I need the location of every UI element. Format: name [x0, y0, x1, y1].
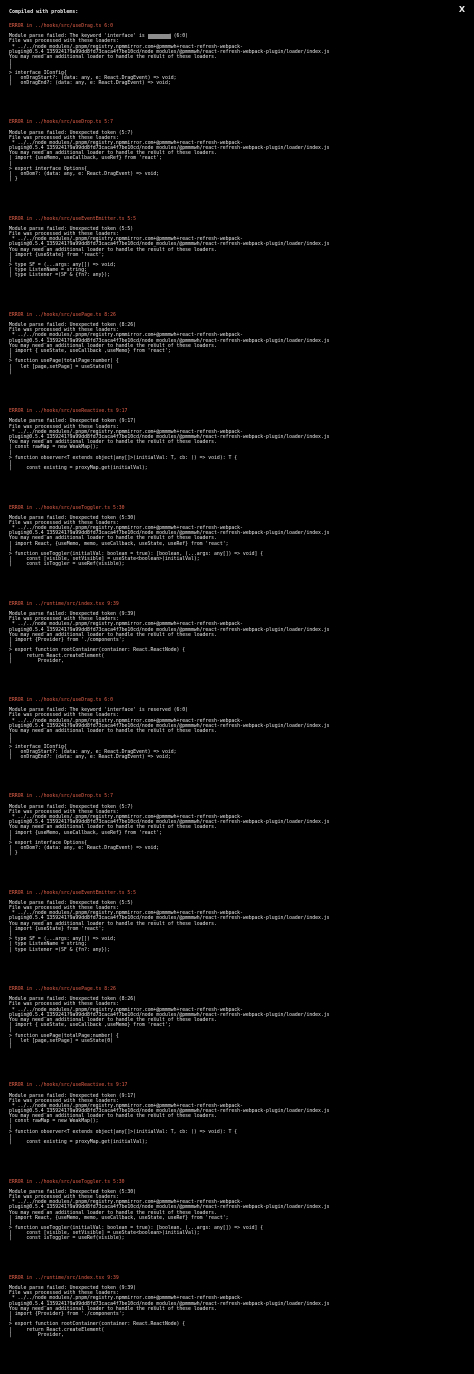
error-block [9, 1180, 330, 1242]
error-title: ERROR in ../hooks/src/useDrag.ts 6:0 [9, 698, 113, 704]
error-line: File was processed with these loaders: [9, 713, 119, 719]
error-line: * ../../node_modules/.pnpm/registry.npmmirror.com+@pmmmwh+react-refresh-webpack- [9, 814, 243, 820]
error-title: ERROR in ../hooks/src/useEventEmitter.ts 5:5 [9, 216, 137, 222]
error-line: > export interface Options{ [9, 840, 87, 846]
error-line: > function useToggler(initialVal: boolean = true): [boolean, (...args: any[]) => void] { [9, 552, 264, 558]
error-line: | onDragStart?: (data: any, e: React.DragEvent) => void; [9, 75, 177, 81]
error-line: Module parse failed: Unexpected token (9:39) [9, 612, 137, 617]
error-line: | [9, 369, 12, 375]
error-line: File was processed with these loaders: [9, 906, 119, 912]
error-line: | Provider, [9, 1332, 64, 1338]
error-block [9, 313, 330, 375]
error-line: > interface IConfig{ [9, 70, 67, 76]
error-line: Module parse failed: The keyword 'interface' is reserved (6:0) [9, 34, 189, 40]
error-line: | const [visible, setVisible] = useState<boolean>(initialVal); [9, 1231, 200, 1237]
error-message [9, 419, 330, 471]
error-line: Module parse failed: Unexpected token (9:17) [9, 419, 137, 425]
error-line: You may need an additional loader to handle the result of these loaders. [9, 247, 217, 253]
text-selection-highlight: reserved [147, 34, 171, 40]
error-line: Module parse failed: Unexpected token (9:39) [9, 1286, 137, 1292]
error-line: | import { useState, useCallback ,useMemo} from 'react'; [9, 1023, 171, 1029]
error-line: Module parse failed: Unexpected token (5:5) [9, 226, 134, 232]
error-line: plugin@0.5.4_1359241?9a99dd8fd73caca4f7be10cd/node_modules/@pmmmwh/react-refresh-webpack-plugin/loader/index.js [9, 338, 330, 344]
error-line: File was processed with these loaders: [9, 1194, 119, 1200]
error-line: | onDom?: (data: any, e: React.DragEvent) => void; [9, 172, 160, 177]
error-line: * ../../node_modules/.pnpm/registry.npmmirror.com+@pmmmwh+react-refresh-webpack- [9, 718, 243, 724]
error-line: | import React, {useMemo, memo, useCallback, useState, useRef} from 'react'; [9, 541, 229, 547]
error-line: > function useToggler(initialVal: boolean = true): [boolean, (...args: any[]) => void] { [9, 1226, 264, 1232]
error-block [9, 120, 330, 182]
error-line: * ../../node_modules/.pnpm/registry.npmmirror.com+@pmmmwh+react-refresh-webpack- [9, 1200, 243, 1206]
error-line: * ../../node_modules/.pnpm/registry.npmmirror.com+@pmmmwh+react-refresh-webpack- [9, 622, 243, 628]
error-message [9, 805, 330, 857]
error-block [9, 409, 330, 471]
error-title: ERROR in ../hooks/src/useReactive.ts 9:17 [9, 1083, 128, 1089]
error-line: > interface IConfig{ [9, 744, 67, 750]
error-line: You may need an additional loader to handle the result of these loaders. [9, 729, 217, 735]
error-title: ERROR in ../hooks/src/useReactive.ts 9:17 [9, 409, 128, 415]
error-line: * ../../node_modules/.pnpm/registry.npmmirror.com+@pmmmwh+react-refresh-webpack- [9, 237, 243, 243]
error-line: * ../../node_modules/.pnpm/registry.npmmirror.com+@pmmmwh+react-refresh-webpack- [9, 333, 243, 339]
error-title: ERROR in ../hooks/src/usePage.ts 8:26 [9, 987, 116, 992]
error-block [9, 506, 330, 568]
error-line: | [9, 460, 12, 466]
error-line: > export function rootContainer(container: React.ReactNode) { [9, 648, 186, 654]
error-block [9, 891, 330, 953]
error-line: | import {useState} from 'react'; [9, 252, 105, 258]
error-line: | [9, 932, 12, 938]
error-line: Module parse failed: Unexpected token (5:7) [9, 130, 134, 136]
error-line: * ../../node_modules/.pnpm/registry.npmmirror.com+@pmmmwh+react-refresh-webpack- [9, 911, 243, 917]
error-line: | Provider, [9, 658, 64, 664]
error-title: ERROR in ../hooks/src/useToggler.ts 5:30 [9, 1179, 125, 1185]
error-line: | [9, 546, 12, 552]
error-line: File was processed with these loaders: [9, 617, 119, 623]
error-line: > export function rootContainer(container: React.ReactNode) { [9, 1322, 186, 1328]
error-line: You may need an additional loader to handle the result of these loaders. [9, 440, 217, 446]
error-block [9, 794, 330, 856]
error-line: > export interface Options{ [9, 166, 87, 172]
error-line: You may need an additional loader to handle the result of these loaders. [9, 536, 217, 542]
error-line: | type Listener =(SF & {fn?: any}); [9, 947, 111, 953]
error-line: File was processed with these loaders: [9, 231, 119, 237]
overlay-title: Compiled with problems: [9, 9, 79, 15]
error-line: | const existing = proxyMap.get(initialVal); [9, 466, 148, 472]
error-line: | [9, 1220, 12, 1226]
error-message [9, 612, 330, 664]
error-title: ERROR in ../hooks/src/usePage.ts 8:26 [9, 312, 116, 318]
error-block [9, 698, 330, 760]
error-line: | const [visible, setVisible] = useState<boolean>(initialVal); [9, 557, 200, 563]
error-title: ERROR in ../hooks/src/useDrag.ts 6:0 [9, 24, 113, 29]
error-line: | import {useState} from 'react'; [9, 926, 105, 932]
error-line: Module parse failed: Unexpected token (5:7) [9, 804, 134, 810]
error-line: plugin@0.5.4_1359241?9a99dd8fd73caca4f7be10cd/node_modules/@pmmmwh/react-refresh-webpack-plugin/loader/index.js [9, 627, 330, 633]
error-line: | [9, 643, 12, 649]
error-line: > function usePage(totalPage:number) { [9, 1033, 119, 1039]
error-line: | onDragStart?: (data: any, e: React.DragEvent) => void; [9, 749, 177, 755]
error-line: Module parse failed: Unexpected token (8:26) [9, 323, 137, 329]
error-line: plugin@0.5.4_1359241?9a99dd8fd73caca4f7be10cd/node_modules/@pmmmwh/react-refresh-webpack-plugin/loader/index.js [9, 1012, 330, 1018]
error-line: | [9, 1135, 12, 1140]
error-message [9, 131, 330, 183]
error-line: > function usePage(totalPage:number) { [9, 359, 119, 365]
error-line: | const existing = proxyMap.get(initialVal); [9, 1140, 148, 1146]
error-line: | type Listener =(SF & {fn?: any}); [9, 273, 111, 279]
error-line: You may need an additional loader to handle the result of these loaders. [9, 343, 217, 349]
error-line: plugin@0.5.4_1359241?9a99dd8fd73caca4f7be10cd/node_modules/@pmmmwh/react-refresh-webpack-plugin/loader/index.js [9, 1301, 330, 1307]
error-line: * ../../node_modules/.pnpm/registry.npmmirror.com+@pmmmwh+react-refresh-webpack- [9, 1296, 243, 1302]
error-line: File was processed with these loaders: [9, 809, 119, 815]
error-line: > type SF = (...args: any[]) => void; [9, 263, 116, 269]
error-line: > function observer<T extends object|any[]>(initialVal: T, cb: () => void): T { [9, 1129, 238, 1135]
error-line: | const isToggler = useRef(visible); [9, 1236, 125, 1242]
error-line: | [9, 161, 12, 167]
error-title: ERROR in ../runtime/src/index.tsx 9:39 [9, 601, 119, 607]
error-line: File was processed with these loaders: [9, 1291, 119, 1297]
error-line: | [9, 739, 12, 745]
error-line: You may need an additional loader to handle the result of these loaders. [9, 1114, 217, 1120]
error-line: | [9, 257, 12, 263]
error-block [9, 217, 330, 279]
error-message [9, 1190, 330, 1242]
error-line: * ../../node_modules/.pnpm/registry.npmmirror.com+@pmmmwh+react-refresh-webpack- [9, 140, 243, 146]
error-block [9, 1276, 330, 1338]
error-line: plugin@0.5.4_1359241?9a99dd8fd73caca4f7be10cd/node_modules/@pmmmwh/react-refresh-webpack-plugin/loader/index.js [9, 723, 330, 729]
error-line: File was processed with these loaders: [9, 1002, 119, 1008]
error-message [9, 34, 330, 86]
error-message [9, 227, 330, 279]
error-block [9, 24, 330, 86]
error-line: | import { useState, useCallback ,useMemo} from 'react'; [9, 349, 171, 355]
error-line: You may need an additional loader to handle the result of these loaders. [9, 1017, 217, 1023]
error-line: | [9, 835, 12, 841]
error-line: You may need an additional loader to handle the result of these loaders. [9, 632, 217, 638]
error-line: * ../../node_modules/.pnpm/registry.npmmirror.com+@pmmmwh+react-refresh-webpack- [9, 429, 243, 435]
error-title: ERROR in ../hooks/src/useToggler.ts 5:30 [9, 505, 125, 511]
error-line: Module parse failed: Unexpected token (5:30) [9, 515, 137, 521]
error-line: | } [9, 177, 18, 183]
error-line: plugin@0.5.4_1359241?9a99dd8fd73caca4f7be10cd/node_modules/@pmmmwh/react-refresh-webpack-plugin/loader/index.js [9, 242, 330, 248]
error-title: ERROR in ../hooks/src/useEventEmitter.ts 5:5 [9, 890, 137, 896]
error-message [9, 901, 330, 953]
error-line: plugin@0.5.4_1359241?9a99dd8fd73caca4f7be10cd/node_modules/@pmmmwh/react-refresh-webpack-plugin/loader/index.js [9, 820, 330, 826]
error-line: File was processed with these loaders: [9, 135, 119, 141]
error-line: | [9, 734, 12, 740]
error-line: > function observer<T extends object|any[]>(initialVal: T, cb: () => void): T { [9, 455, 238, 461]
error-line: Module parse failed: Unexpected token (8:26) [9, 997, 137, 1003]
error-line: | onDragEnd?: (data: any, e: React.DragEvent) => void; [9, 754, 171, 760]
error-message [9, 1094, 330, 1146]
error-line: File was processed with these loaders: [9, 1098, 119, 1104]
error-line: | type ListenName = string; [9, 942, 87, 948]
error-title: ERROR in ../runtime/src/index.tsx 9:39 [9, 1275, 119, 1281]
error-message [9, 708, 330, 760]
error-line: | [9, 354, 12, 360]
close-button[interactable]: X [458, 5, 465, 14]
error-line: File was processed with these loaders: [9, 520, 119, 526]
error-line: | const rawMap = new WeakMap(); [9, 445, 99, 451]
error-title: ERROR in ../hooks/src/useDrop.ts 5:7 [9, 794, 113, 800]
error-line: plugin@0.5.4_1359241?9a99dd8fd73caca4f7be10cd/node_modules/@pmmmwh/react-refresh-webpack-plugin/loader/index.js [9, 146, 330, 152]
error-line: | let [page,setPage] = useState(0) [9, 1038, 113, 1044]
error-line: | import {useMemo, useCallback, useRef} from 'react'; [9, 156, 163, 162]
error-line: | import {Provider} from './components'; [9, 1312, 125, 1318]
error-line: plugin@0.5.4_1359241?9a99dd8fd73caca4f7be10cd/node_modules/@pmmmwh/react-refresh-webpack-plugin/loader/index.js [9, 1109, 330, 1115]
error-line: | onDragEnd?: (data: any, e: React.DragEvent) => void; [9, 80, 171, 86]
error-line: | [9, 1124, 12, 1130]
error-block [9, 987, 330, 1049]
error-line: | type ListenName = string; [9, 268, 87, 274]
error-line: | const rawMap = new WeakMap(); [9, 1119, 99, 1125]
error-line: Module parse failed: Unexpected token (5:5) [9, 900, 134, 906]
error-line: Module parse failed: Unexpected token (9:17) [9, 1093, 137, 1099]
error-line: * ../../node_modules/.pnpm/registry.npmmirror.com+@pmmmwh+react-refresh-webpack- [9, 1103, 243, 1109]
error-line: | [9, 1317, 12, 1323]
error-line: | [9, 65, 12, 71]
error-line: | [9, 450, 12, 456]
error-line: plugin@0.5.4_1359241?9a99dd8fd73caca4f7be10cd/node_modules/@pmmmwh/react-refresh-webpack-plugin/loader/index.js [9, 916, 330, 922]
error-line: | import {Provider} from './components'; [9, 637, 125, 643]
error-line: plugin@0.5.4_1359241?9a99dd8fd73caca4f7be10cd/node_modules/@pmmmwh/react-refresh-webpack-plugin/loader/index.js [9, 531, 330, 537]
error-line: You may need an additional loader to handle the result of these loaders. [9, 54, 217, 60]
error-line: plugin@0.5.4_1359241?9a99dd8fd73caca4f7be10cd/node_modules/@pmmmwh/react-refresh-webpack-plugin/loader/index.js [9, 49, 330, 55]
error-line: * ../../node_modules/.pnpm/registry.npmmirror.com+@pmmmwh+react-refresh-webpack- [9, 526, 243, 532]
error-line: plugin@0.5.4_1359241?9a99dd8fd73caca4f7be10cd/node_modules/@pmmmwh/react-refresh-webpack-plugin/loader/index.js [9, 1205, 330, 1211]
error-line: | [9, 1028, 12, 1034]
error-title: ERROR in ../hooks/src/useDrop.ts 5:7 [9, 120, 113, 126]
error-line: | [9, 1043, 12, 1049]
error-line: | let [page,setPage] = useState(0) [9, 364, 113, 370]
error-line: | import {useMemo, useCallback, useRef} from 'react'; [9, 830, 163, 836]
error-message [9, 516, 330, 568]
error-line: File was processed with these loaders: [9, 328, 119, 334]
error-line: > type SF = (...args: any[]) => void; [9, 937, 116, 943]
error-line: Module parse failed: Unexpected token (5:30) [9, 1189, 137, 1195]
error-line: | const isToggler = useRef(visible); [9, 562, 125, 568]
error-line: You may need an additional loader to handle the result of these loaders. [9, 151, 217, 157]
error-line: * ../../node_modules/.pnpm/registry.npmmirror.com+@pmmmwh+react-refresh-webpack- [9, 44, 243, 50]
error-line: plugin@0.5.4_1359241?9a99dd8fd73caca4f7be10cd/node_modules/@pmmmwh/react-refresh-webpack-plugin/loader/index.js [9, 434, 330, 440]
error-line: You may need an additional loader to handle the result of these loaders. [9, 1210, 217, 1216]
error-block [9, 602, 330, 664]
error-message [9, 997, 330, 1049]
error-line: | import React, {useMemo, memo, useCallback, useState, useRef} from 'react'; [9, 1215, 229, 1221]
error-message [9, 323, 330, 375]
error-message [9, 1286, 330, 1338]
error-line: File was processed with these loaders: [9, 424, 119, 430]
error-line: File was processed with these loaders: [9, 39, 119, 45]
error-line: You may need an additional loader to handle the result of these loaders. [9, 825, 217, 831]
error-line: You may need an additional loader to handle the result of these loaders. [9, 921, 217, 927]
error-block [9, 1083, 330, 1145]
error-line: * ../../node_modules/.pnpm/registry.npmmirror.com+@pmmmwh+react-refresh-webpack- [9, 1007, 243, 1013]
error-line: | return React.createElement( [9, 653, 105, 659]
error-line: | } [9, 851, 18, 857]
error-line: | return React.createElement( [9, 1327, 105, 1333]
error-line: You may need an additional loader to handle the result of these loaders. [9, 1306, 217, 1312]
error-line: | onDom?: (data: any, e: React.DragEvent) => void; [9, 846, 160, 852]
error-line: Module parse failed: The keyword 'interface' is reserved (6:0) [9, 708, 189, 714]
error-line: | [9, 60, 12, 66]
